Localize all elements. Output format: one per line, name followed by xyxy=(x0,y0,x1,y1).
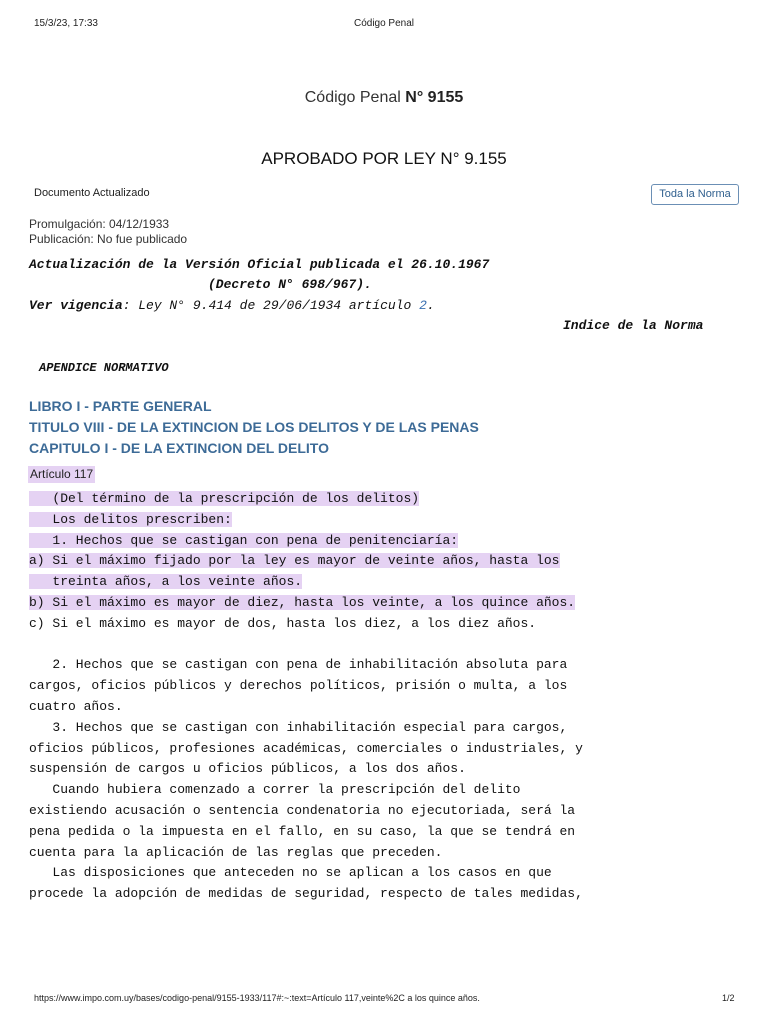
article-line: Los delitos prescriben: xyxy=(29,511,232,527)
titulo-heading: TITULO VIII - DE LA EXTINCION DE LOS DELITOS Y DE LAS PENAS xyxy=(29,419,479,435)
page-number: 1/2 xyxy=(722,993,735,1003)
vigencia-line xyxy=(29,298,435,313)
article-line: treinta años, a los veinte años. xyxy=(29,574,303,590)
capitulo-heading: CAPITULO I - DE LA EXTINCION DEL DELITO xyxy=(29,440,329,456)
vigencia-text: : Ley N° 9.414 de 29/06/1934 artículo xyxy=(122,298,420,313)
article-line: procede la adopción de medidas de seguridad, respecto de tales medidas, xyxy=(29,886,583,902)
article-line: existiendo acusación o sentencia condenatoria no ejecutoriada, será la xyxy=(29,802,576,818)
document-status: Documento Actualizado xyxy=(34,187,150,199)
promulgation-info xyxy=(29,217,187,247)
article-line: cargos, oficios públicos y derechos políticos, prisión o multa, a los xyxy=(29,678,568,694)
publicacion-status: Publicación: No fue publicado xyxy=(29,232,188,246)
article-line: suspensión de cargos u oficios públicos, a los dos años. xyxy=(29,761,466,777)
article-body xyxy=(29,489,749,905)
actualizacion-line-2: (Decreto N° 698/967). xyxy=(208,277,372,292)
article-line: (Del término de la prescripción de los delitos) xyxy=(29,491,420,506)
libro-heading: LIBRO I - PARTE GENERAL xyxy=(29,398,212,414)
vigencia-end: . xyxy=(426,298,435,313)
article-line: Las disposiciones que anteceden no se aplican a los casos en que xyxy=(29,865,552,881)
article-line: 2. Hechos que se castigan con pena de inhabilitación absoluta para xyxy=(29,657,568,673)
article-line: cuenta para la aplicación de las reglas que preceden. xyxy=(29,844,443,860)
vigencia-link[interactable]: 2 xyxy=(419,298,427,313)
article-line: a) Si el máximo fijado por la ley es mayor de veinte años, hasta los xyxy=(29,553,560,569)
toda-la-norma-button[interactable]: Toda la Norma xyxy=(651,184,739,205)
article-line: 3. Hechos que se castigan con inhabilitación especial para cargos, xyxy=(29,719,568,735)
article-line: oficios públicos, profesiones académicas, comerciales o industriales, y xyxy=(29,740,583,756)
print-datetime: 15/3/23, 17:33 xyxy=(34,18,98,29)
article-line: c) Si el máximo es mayor de dos, hasta los diez, a los diez años. xyxy=(29,615,537,631)
indice-de-la-norma-link[interactable]: Indice de la Norma xyxy=(563,318,704,333)
article-line: cuatro años. xyxy=(29,698,123,714)
actualizacion-line-1: Actualización de la Versión Oficial publicada el 26.10.1967 xyxy=(29,257,490,272)
article-line: 1. Hechos que se castigan con pena de penitenciaría: xyxy=(29,532,459,548)
title-prefix: Código Penal xyxy=(304,89,401,106)
vigencia-label: Ver vigencia xyxy=(29,298,123,313)
article-label: Artículo 117 xyxy=(30,467,94,481)
law-title: APROBADO POR LEY N° 9.155 xyxy=(261,149,507,168)
article-line: b) Si el máximo es mayor de diez, hasta los veinte, a los quince años. xyxy=(29,594,576,610)
title-number: N° 9155 xyxy=(405,89,464,106)
print-url: https://www.impo.com.uy/bases/codigo-penal/9155-1933/117#:~:text=Artículo 117,veinte%2C a los quince años. xyxy=(34,993,480,1003)
print-title: Código Penal xyxy=(353,18,415,29)
article-line xyxy=(29,635,749,656)
apendice-normativo: APENDICE NORMATIVO xyxy=(39,361,169,375)
article-line: pena pedida o la impuesta en el fallo, en su caso, la que se tendrá en xyxy=(29,823,576,839)
article-line: Cuando hubiera comenzado a correr la prescripción del delito xyxy=(29,782,521,798)
page-title xyxy=(0,89,768,107)
promulgacion-date: Promulgación: 04/12/1933 xyxy=(29,217,170,231)
